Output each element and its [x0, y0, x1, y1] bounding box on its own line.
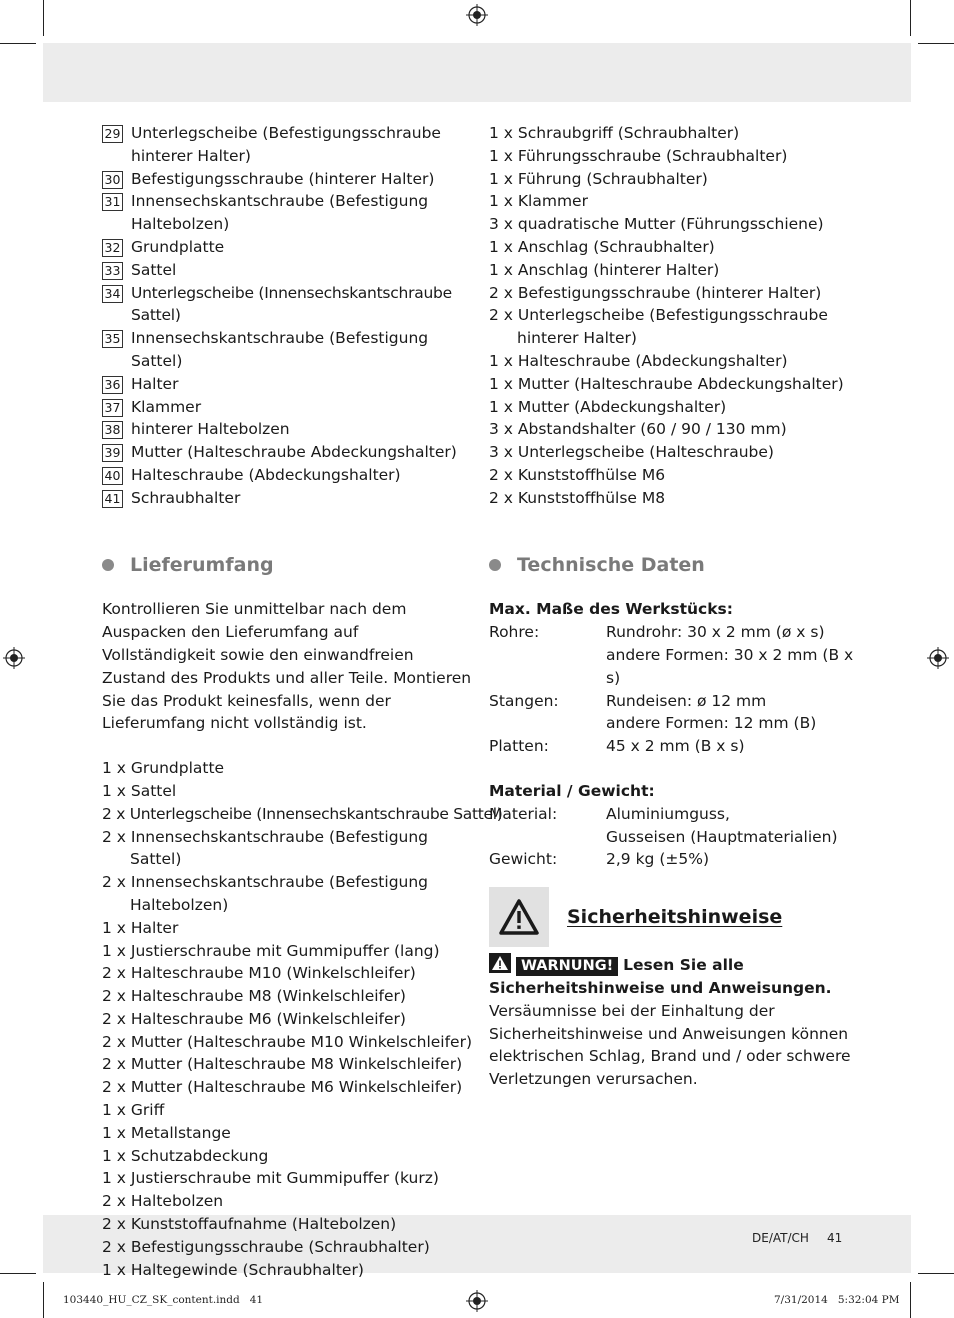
- part-item: [102, 464, 474, 487]
- part-number: 31: [102, 193, 123, 211]
- part-item: [102, 259, 474, 282]
- part-item: [102, 236, 474, 259]
- list-item: 1 x Halter: [102, 918, 179, 937]
- registration-mark-icon: [3, 647, 25, 669]
- footer-page-number: 41: [827, 1231, 843, 1245]
- list-item: 1 x Mutter (Abdeckungshalter): [489, 397, 727, 416]
- crop-mark: [43, 1282, 44, 1318]
- list-item: 2 x Unterlegscheibe (Befestigungsschraube hinterer Halter): [489, 306, 828, 348]
- part-number: 34: [102, 285, 123, 303]
- part-text: hinterer Haltebolzen: [131, 420, 290, 439]
- spec-row-gewicht: [489, 848, 869, 871]
- crop-mark: [910, 0, 911, 36]
- list-item: 2 x Halteschraube M8 (Winkelschleifer): [102, 987, 406, 1006]
- warning-triangle-icon: [489, 953, 511, 973]
- part-item: [102, 327, 474, 373]
- part-number: 40: [102, 467, 123, 485]
- spec-label: Platten:: [489, 737, 549, 756]
- list-item: 2 x Unterlegscheibe (Innensechskantschraube Sattel): [102, 804, 503, 823]
- part-number: 29: [102, 125, 123, 143]
- list-item: 1 x Metallstange: [102, 1123, 231, 1142]
- part-number: 41: [102, 490, 123, 508]
- bullet-icon: [489, 559, 501, 571]
- spec-value: andere Formen: 30 x 2 mm (B x s): [606, 645, 854, 687]
- spec-row-platten: [489, 735, 869, 758]
- registration-mark-icon: [466, 1290, 488, 1312]
- spec-row-rohre: [489, 621, 869, 644]
- part-item: [102, 282, 474, 328]
- spec-label: Gewicht:: [489, 850, 558, 869]
- list-item: 1 x Anschlag (hinterer Halter): [489, 260, 720, 279]
- list-item: 1 x Klammer: [489, 192, 588, 211]
- list-item: 2 x Haltebolzen: [102, 1192, 224, 1211]
- list-item: 2 x Kunststoffhülse M6: [489, 465, 666, 484]
- crop-mark: [0, 1273, 36, 1274]
- part-text: Mutter (Halteschraube Abdeckungshalter): [131, 443, 457, 462]
- spec-row-rohre-2: [489, 644, 869, 690]
- lieferumfang-list-left: [102, 757, 503, 1281]
- part-number: 30: [102, 171, 123, 189]
- list-item: 2 x Kunststoffhülse M8: [489, 488, 666, 507]
- slug-date: 7/31/2014 5:32:04 PM: [774, 1294, 900, 1306]
- list-item: 3 x Abstandshalter (60 / 90 / 130 mm): [489, 420, 787, 439]
- part-item: [102, 396, 474, 419]
- part-item: [102, 168, 474, 191]
- safety-header: [489, 887, 869, 947]
- section-title-technische-daten: [489, 554, 869, 577]
- part-text: Klammer: [131, 397, 202, 416]
- part-number: 33: [102, 262, 123, 280]
- list-item: 1 x Schraubgriff (Schraubhalter): [489, 124, 740, 142]
- part-item: [102, 190, 474, 236]
- spec-label: Material:: [489, 804, 558, 823]
- lieferumfang-title: Lieferumfang: [130, 553, 274, 576]
- warnung-tag: WARNUNG!: [516, 957, 618, 976]
- crop-mark: [0, 43, 36, 44]
- spec-label: Stangen:: [489, 691, 559, 710]
- spec-row-material-2: [489, 826, 869, 849]
- spec-row-stangen-2: [489, 712, 869, 735]
- section-title-lieferumfang: [102, 554, 474, 577]
- spec-value: Rundrohr: 30 x 2 mm (ø x s): [606, 623, 825, 642]
- bullet-icon: [102, 559, 114, 571]
- footer-locale: DE/AT/CH: [752, 1231, 809, 1245]
- list-item: 3 x Unterlegscheibe (Halteschraube): [489, 443, 774, 462]
- crop-mark: [918, 43, 954, 44]
- part-item: [102, 487, 474, 510]
- list-item: 2 x Innensechskantschraube (Befestigung Sattel): [102, 827, 429, 869]
- registration-mark-icon: [466, 4, 488, 26]
- part-number: 37: [102, 399, 123, 417]
- part-text: Halter: [131, 374, 179, 393]
- list-item: 2 x Befestigungsschraube (Schraubhalter): [102, 1237, 430, 1256]
- list-item: 1 x Justierschraube mit Gummipuffer (lang): [102, 941, 440, 960]
- warnung-bold-2: Sicherheitshinweise und Anweisungen.: [489, 978, 832, 997]
- warning-triangle-icon: [498, 898, 540, 936]
- spec-row-stangen: [489, 690, 869, 713]
- header-band: [43, 43, 911, 102]
- left-column: [102, 122, 503, 1281]
- list-item: 1 x Grundplatte: [102, 759, 225, 778]
- crop-mark: [43, 0, 44, 36]
- registration-mark-icon: [927, 647, 949, 669]
- safety-body: Versäumnisse bei der Einhaltung der Sicherheitshinweise und Anweisungen können elektrischen Schlag, Brand und / oder schwere Verletzungen verursachen.: [489, 1001, 851, 1089]
- spec-value: 2,9 kg (±5%): [606, 850, 709, 869]
- part-item: [102, 373, 474, 396]
- spec-value: Rundeisen: ø 12 mm: [606, 691, 767, 710]
- list-item: 2 x Mutter (Halteschraube M10 Winkelschleifer): [102, 1032, 473, 1051]
- list-item: 2 x Mutter (Halteschraube M8 Winkelschleifer): [102, 1055, 463, 1074]
- warning-box: [489, 887, 549, 947]
- part-item: [102, 441, 474, 464]
- list-item: 1 x Haltegewinde (Schraubhalter): [102, 1260, 364, 1279]
- spec-value: Aluminiumguss,: [606, 804, 730, 823]
- parts-list: [102, 122, 474, 510]
- part-text: Unterlegscheibe (Innensechskantschraube Sattel): [131, 283, 452, 325]
- list-item: 1 x Sattel: [102, 781, 177, 800]
- list-item: 2 x Befestigungsschraube (hinterer Halter): [489, 283, 822, 302]
- list-item: 3 x quadratische Mutter (Führungsschiene): [489, 215, 824, 234]
- part-item: [102, 418, 474, 441]
- list-item: 1 x Führungsschraube (Schraubhalter): [489, 146, 788, 165]
- part-text: Innensechskantschraube (Befestigung Haltebolzen): [131, 192, 429, 234]
- part-number: 35: [102, 330, 123, 348]
- list-item: 2 x Innensechskantschraube (Befestigung Haltebolzen): [102, 873, 429, 914]
- part-text: Innensechskantschraube (Befestigung Sattel): [131, 329, 429, 370]
- part-number: 36: [102, 376, 123, 394]
- warning-line: [489, 953, 869, 977]
- list-item: 1 x Schutzabdeckung: [102, 1146, 269, 1165]
- lieferumfang-intro: Kontrollieren Sie unmittelbar nach dem Auspacken den Lieferumfang auf Vollständigkeit sowie den einwandfreien Zustand des Produkts und aller Teile. Montieren Sie das Produkt keinesfalls, wenn der Lieferumfang nicht vollständig ist.: [102, 600, 472, 733]
- warnung-bold-1: Lesen Sie alle: [623, 956, 744, 975]
- list-item: 1 x Griff: [102, 1101, 165, 1120]
- part-text: Grundplatte: [131, 237, 225, 256]
- part-item: [102, 122, 474, 168]
- lieferumfang-list-right: [489, 122, 869, 510]
- part-text: Sattel: [131, 260, 177, 279]
- list-item: 1 x Führung (Schraubhalter): [489, 169, 708, 188]
- right-column: [489, 122, 869, 1091]
- list-item: 1 x Anschlag (Schraubhalter): [489, 237, 715, 256]
- crop-mark: [910, 1282, 911, 1318]
- part-number: 39: [102, 444, 123, 462]
- part-text: Befestigungsschraube (hinterer Halter): [131, 169, 435, 188]
- list-item: 1 x Halteschraube (Abdeckungshalter): [489, 351, 788, 370]
- list-item: 1 x Mutter (Halteschraube Abdeckungshalter): [489, 374, 844, 393]
- spec-value: andere Formen: 12 mm (B): [606, 714, 817, 733]
- list-item: 2 x Halteschraube M6 (Winkelschleifer): [102, 1009, 406, 1028]
- crop-mark: [918, 1273, 954, 1274]
- part-text: Schraubhalter: [131, 488, 241, 507]
- spec-label: Rohre:: [489, 623, 540, 642]
- part-text: Halteschraube (Abdeckungshalter): [131, 465, 401, 484]
- material-heading: Material / Gewicht:: [489, 781, 655, 800]
- spec-value: 45 x 2 mm (B x s): [606, 737, 745, 756]
- safety-title: Sicherheitshinweise: [567, 905, 783, 928]
- list-item: 2 x Mutter (Halteschraube M6 Winkelschleifer): [102, 1078, 463, 1097]
- list-item: 2 x Halteschraube M10 (Winkelschleifer): [102, 964, 416, 983]
- part-number: 32: [102, 239, 123, 257]
- list-item: 2 x Kunststoffaufnahme (Haltebolzen): [102, 1215, 397, 1234]
- part-text: Unterlegscheibe (Befestigungsschraube hinterer Halter): [131, 124, 441, 165]
- spec-row-material: [489, 803, 869, 826]
- max-heading: Max. Maße des Werkstücks:: [489, 600, 733, 619]
- slug-file: 103440_HU_CZ_SK_content.indd 41: [63, 1294, 264, 1306]
- technische-daten-title: Technische Daten: [517, 553, 705, 576]
- spec-value: Gusseisen (Hauptmaterialien): [606, 827, 838, 846]
- part-number: 38: [102, 421, 123, 439]
- list-item: 1 x Justierschraube mit Gummipuffer (kurz): [102, 1169, 439, 1188]
